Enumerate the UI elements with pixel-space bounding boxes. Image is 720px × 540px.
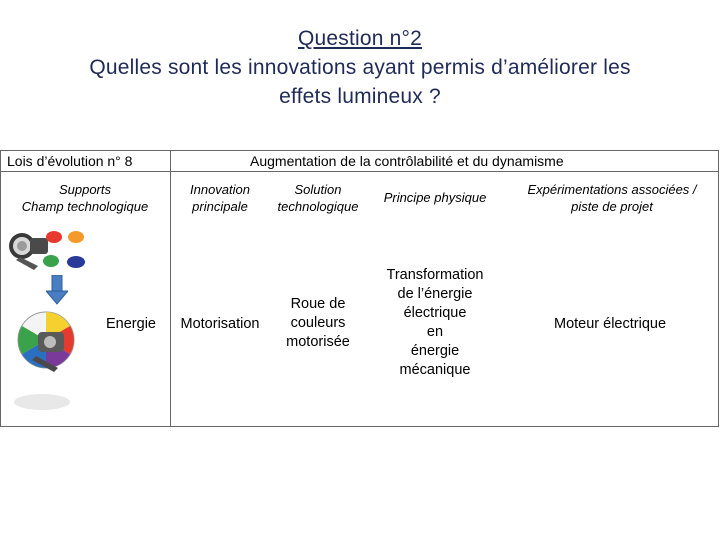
- gel-orange: [68, 231, 84, 243]
- col-innovation-line1: Innovation: [190, 182, 250, 197]
- page-title: [0, 24, 720, 111]
- title-line-1: Question n°2: [297, 27, 423, 50]
- light-fixture-gels-icon: [4, 226, 90, 274]
- title-line-2: Quelles sont les innovations ayant permis d’améliorer les: [89, 56, 631, 79]
- cell-champ: Energie: [106, 316, 156, 332]
- cell-principe-line6: mécanique: [399, 362, 471, 378]
- cell-innovation: Motorisation: [180, 316, 260, 332]
- arrow-down-icon: [46, 275, 68, 305]
- cell-principe-line2: de l’énergie: [397, 286, 473, 302]
- cell-principe-line1: Transformation: [386, 267, 484, 283]
- col-supports: [0, 181, 170, 215]
- wheel-shadow: [14, 394, 70, 410]
- col-experimentations-line2: piste de projet: [571, 199, 653, 214]
- col-experimentations-line1: Expérimentations associées /: [527, 182, 697, 197]
- title-line-3: effets lumineux ?: [279, 85, 441, 108]
- cell-principe-line4: en: [426, 324, 444, 340]
- cell-solution-line3: motorisée: [286, 334, 350, 350]
- col-supports-line1: Supports: [58, 182, 112, 197]
- col-principe: Principe physique: [383, 190, 487, 205]
- header-augmentation: Augmentation de la contrôlabilité et du dynamisme: [250, 153, 564, 169]
- col-innovation: [176, 181, 264, 215]
- cell-solution-line2: couleurs: [290, 315, 346, 331]
- cell-experimentation: Moteur électrique: [553, 316, 667, 332]
- col-experimentations: [505, 181, 719, 215]
- cell-principe-line3: électrique: [403, 305, 467, 321]
- cell-principe: [368, 266, 502, 380]
- col-solution-line2: technologique: [277, 199, 359, 214]
- gel-blue: [67, 256, 85, 268]
- col-supports-line2: Champ technologique: [21, 199, 149, 214]
- cell-principe-line5: énergie: [410, 343, 460, 359]
- col-innovation-line2: principale: [192, 199, 248, 214]
- header-divider: [0, 171, 719, 172]
- cell-solution-line1: Roue de: [290, 296, 346, 312]
- gel-green: [43, 255, 59, 267]
- col-solution: [268, 181, 368, 215]
- col-solution-line1: Solution: [294, 182, 342, 197]
- gel-red: [46, 231, 62, 243]
- header-lois: Lois d’évolution n° 8: [7, 153, 133, 169]
- motorized-color-wheel-icon: [8, 306, 90, 416]
- cell-solution: [270, 295, 366, 352]
- spotlight-shape: [9, 233, 48, 270]
